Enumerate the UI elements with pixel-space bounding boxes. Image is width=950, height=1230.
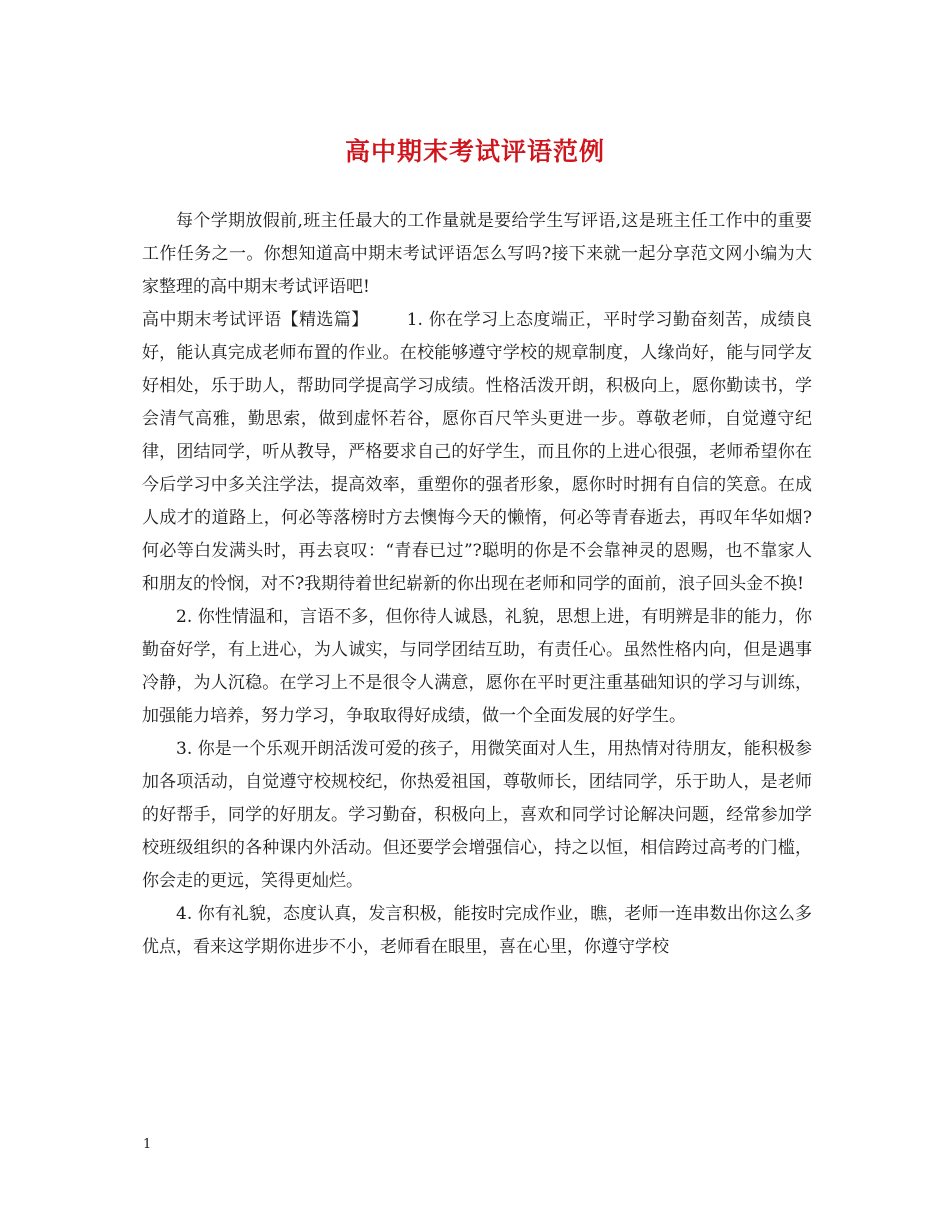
section-paragraph: [142, 304, 812, 601]
comment-item-4: 4. 你有礼貌，态度认真，发言积极，能按时完成作业，瞧，老师一连串数出你这么多优点，看来这学期你进步不小，老师看在眼里，喜在心里，你遵守学校: [142, 904, 812, 957]
document-title: 高中期末考试评语范例: [344, 137, 605, 166]
comment-item-1: 1. 你在学习上态度端正，平时学习勤奋刻苦，成绩良好，能认真完成老师布置的作业。在校能够遵守学校的规章制度，人缘尚好，能与同学友好相处，乐于助人，帮助同学提高学习成绩。性格活泼开朗，积极向上，愿你勤读书，学会清气高雅，勤思索，做到虚怀若谷，愿你百尺竿头更进一步。尊敬老师，自觉遵守纪律，团结同学，听从教导，严格要求自己的好学生，而且你的上进心很强，老师希望你在今后学习中多关注学法，提高效率，重塑你的强者形象，愿你时时拥有自信的笑意。在成人成才的道路上，何必等落榜时方去懊悔今天的懒惰，何必等青春逝去，再叹年华如烟?何必等白发满头时，再去哀叹：“青春已过”?聪明的你是不会靠神灵的恩赐，也不靠家人和朋友的怜悯，对不?我期待着世纪崭新的你出现在老师和同学的面前，浪子回头金不换!: [142, 310, 813, 594]
comment-item-3: 3. 你是一个乐观开朗活泼可爱的孩子，用微笑面对人生，用热情对待朋友，能积极参加各项活动，自觉遵守校规校纪，你热爱祖国，尊敬师长，团结同学，乐于助人，是老师的好帮手，同学的好朋友。学习勤奋，积极向上，喜欢和同学讨论解决问题，经常参加学校班级组织的各种课内外活动。但还要学会增强信心，持之以恒，相信跨过高考的门槛，你会走的更远，笑得更灿烂。: [142, 739, 812, 891]
page-number: 1: [143, 1137, 152, 1152]
comment-item-2: 2. 你性情温和，言语不多，但你待人诚恳，礼貌，思想上进，有明辨是非的能力，你勤奋好学，有上进心，为人诚实，与同学团结互助，有责任心。虽然性格内向，但是遇事冷静，为人沉稳。在学习上不是很令人满意，愿你在平时更注重基础知识的学习与训练，加强能力培养，努力学习，争取取得好成绩，做一个全面发展的好学生。: [142, 607, 812, 726]
document-body: [142, 205, 812, 964]
intro-paragraph: 每个学期放假前,班主任最大的工作量就是要给学生写评语,这是班主任工作中的重要工作任务之一。你想知道高中期末考试评语怎么写吗?接下来就一起分享范文网小编为大家整理的高中期末考试评语吧!: [142, 211, 812, 297]
section-heading: 高中期末考试评语【精选篇】: [142, 310, 369, 330]
